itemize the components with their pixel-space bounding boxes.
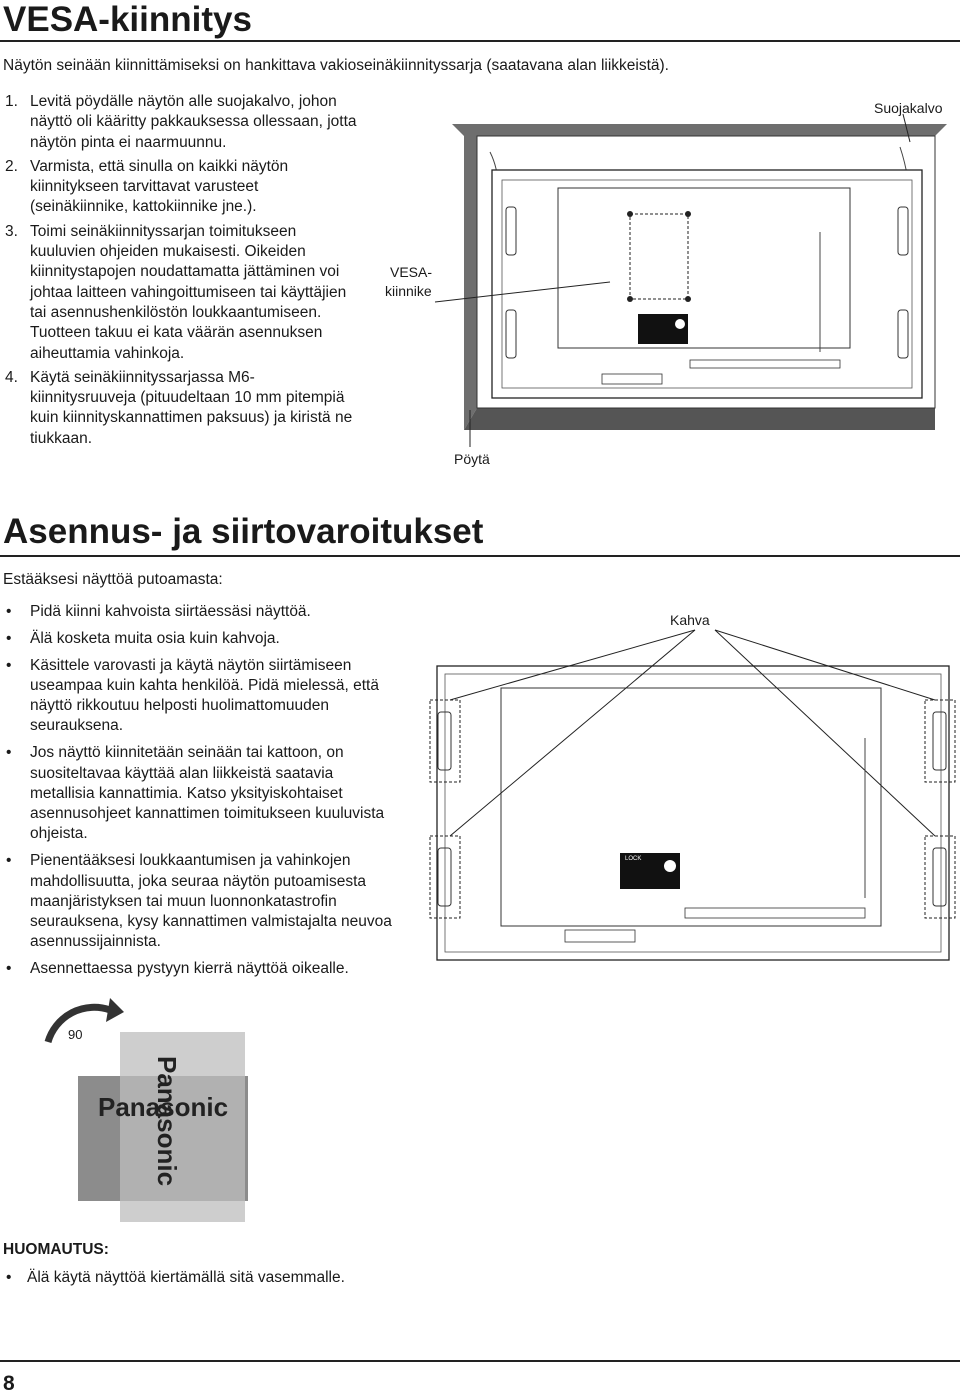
handle-diagram [425,608,960,968]
step-item: 3. Toimi seinäkiinnityssarjan toimitukseen kuuluvien ohjeiden mukaisesti. Oikeiden kiinnitystapojen noudattamatta jättäminen voi johtaa laitteen vahingoittumiseen tai käyttäjien tai asennushenkilöstön loukkaantumiseen. Tuotteen takuu ei kata väärän asennuksen aiheuttamia vahinkoja. [5,222,347,362]
note-title: HUOMAUTUS: [3,1241,109,1258]
section-title-handling: Asennus- ja siirtovaroitukset [3,512,484,551]
list-item: • Älä kosketa muita osia kuin kahvoja. [6,629,280,647]
section-title-vesa: VESA-kiinnitys [3,0,252,39]
rotation-label: 90 [68,1027,83,1042]
handle-figure [425,608,960,968]
steps-list [0,92,360,453]
label-table: Pöytä [454,451,490,467]
label-handle: Kahva [670,612,710,628]
list-item: • Asennettaessa pystyyn kierrä näyttöä oikealle. [6,960,349,978]
intro-text: Näytön seinään kiinnittämiseksi on hankittava vakioseinäkiinnityssarja (saatavana alan liikkeistä). [3,57,669,74]
vesa-figure [380,92,960,472]
list-item: • Pidä kiinni kahvoista siirtäessäsi näyttöä. [6,603,311,620]
section-rule [0,555,960,557]
title-rule [0,40,960,42]
brand-horizontal: Panasonic [98,1092,229,1122]
page-number: 8 [3,1372,15,1395]
step-item: 2. Varmista, että sinulla on kaikki näytön kiinnitykseen tarvittavat varusteet (seinäkiinnike, kattokiinnike jne.). [5,157,289,216]
label-vesa-1: VESA- [390,264,433,280]
step-item: 4. Käytä seinäkiinnityssarjassa M6-kiinnitysruuveja (pituudeltaan 10 mm pitempiä kuin kiinnityskannattimen paksuus) ja kiristä ne tiukkaan. [5,368,353,447]
rotate-arrow-icon [106,998,124,1022]
list-item: • Käsittele varovasti ja käytä näytön siirtämiseen useampaa kuin kahta henkilöä. Pidä mielessä, että näyttö rikkoutuu helposti huolimattomuuden seurauksena. [6,656,379,735]
rotation-figure [40,992,260,1222]
lock-text: LOCK [625,856,642,862]
list-item: • Pienentääksesi loukkaantumisen ja vahinkojen mahdollisuutta, joka seuraa näytön putoamisesta maanjäristyksen tai muun luonnonkatastrofin seurauksena, kysy kannattimen valmistajalta neuvoa asennussijainnista. [6,852,392,951]
lead-text: Estääksesi näyttöä putoamasta: [3,571,223,588]
list-item: • Jos näyttö kiinnitetään seinään tai kattoon, on suositeltavaa käyttää alan liikkeistä saatavia metallisia kannattimia. Katso yksityiskohtaiset asennusohjeet kannattimen toimitukseen kuuluvista ohjeista. [6,744,385,843]
vesa-diagram [380,92,960,472]
label-protective-film: Suojakalvo [874,100,943,116]
label-vesa-2: kiinnike [385,283,432,299]
warnings-list [0,602,400,986]
brand-vertical: Panasonic [152,1056,182,1187]
step-item: 1. Levitä pöydälle näytön alle suojakalvo, johon näyttö oli kääritty pakkauksessa ollessaan, jotta näytön pinta ei naarmuunnu. [5,93,357,151]
footer-rule [0,1360,960,1362]
